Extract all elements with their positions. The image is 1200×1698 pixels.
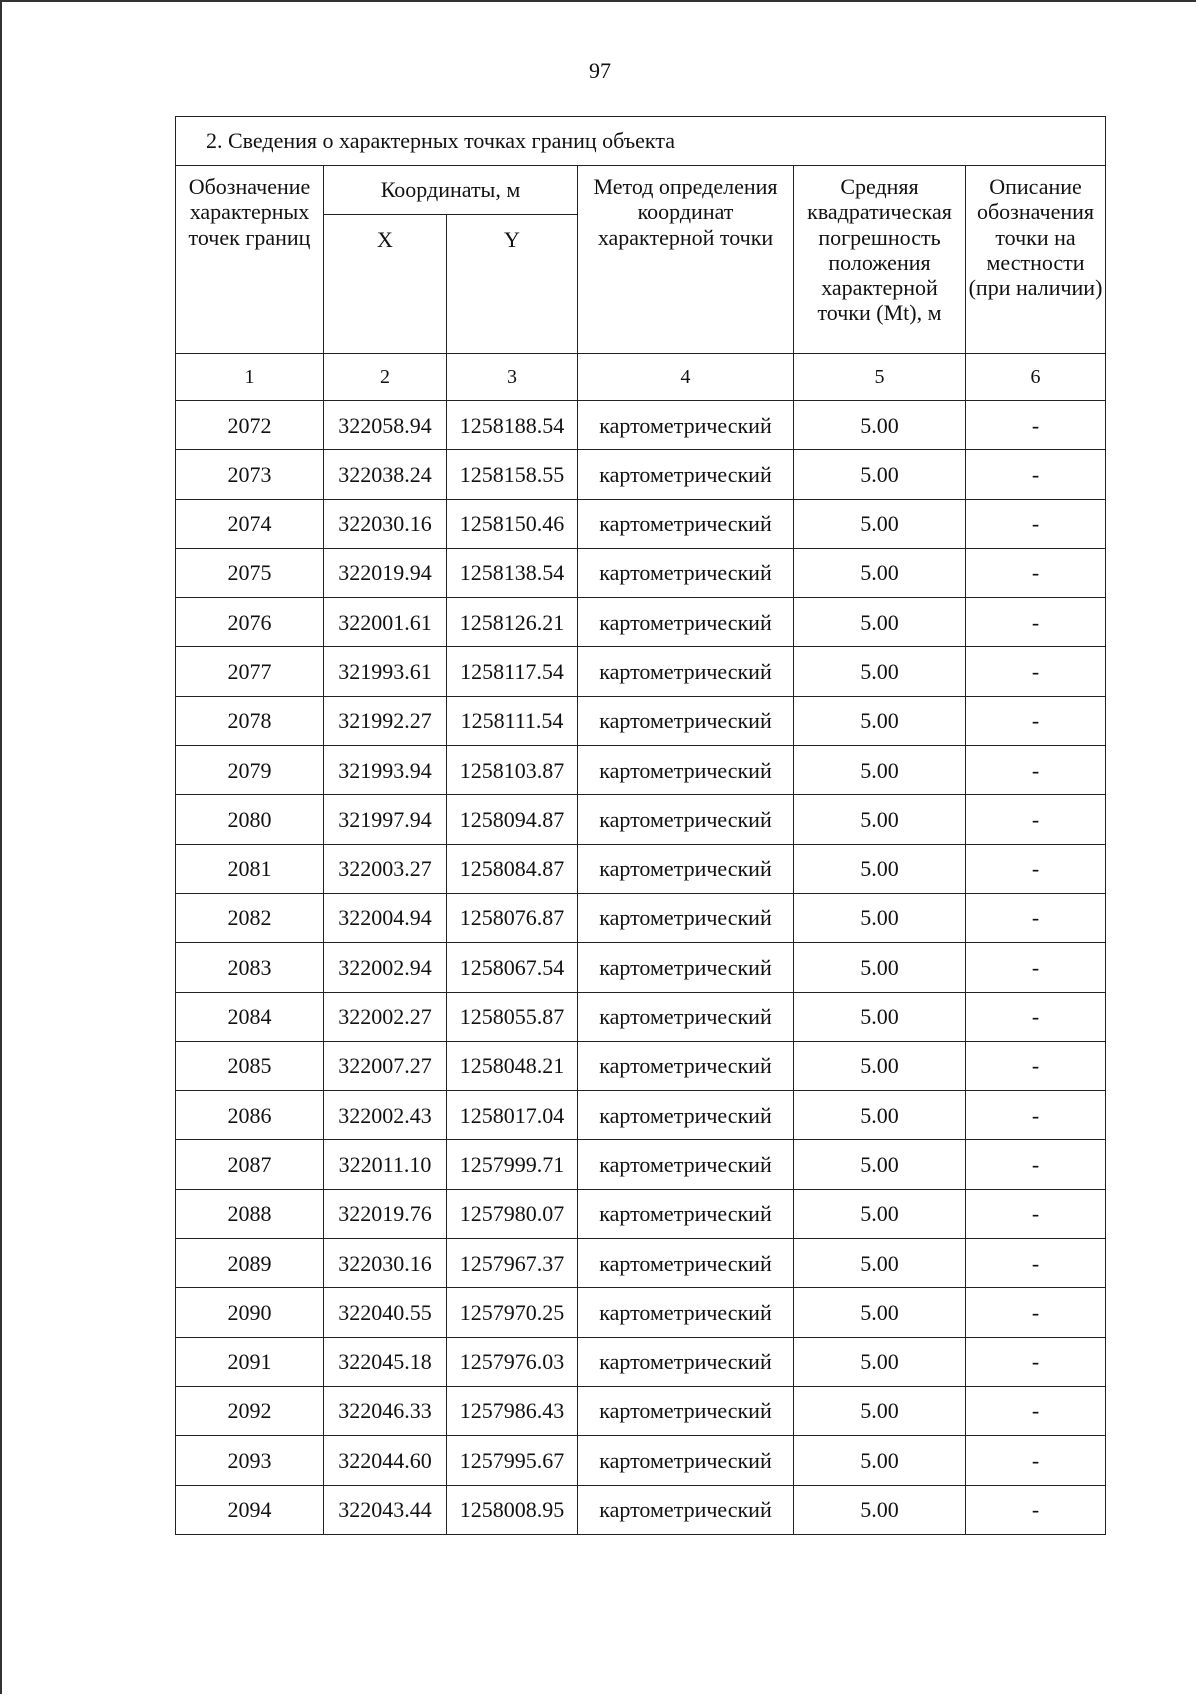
cell-point: 2081 <box>176 844 324 893</box>
cell-description: - <box>966 1436 1106 1485</box>
page-number: 97 <box>589 58 611 83</box>
table-row <box>176 893 1106 942</box>
cell-point: 2093 <box>176 1436 324 1485</box>
table-row <box>176 1041 1106 1090</box>
cell-point: 2076 <box>176 598 324 647</box>
cell-x: 321992.27 <box>324 696 447 745</box>
cell-error: 5.00 <box>794 795 966 844</box>
cell-x: 322044.60 <box>324 1436 447 1485</box>
cell-x: 322007.27 <box>324 1041 447 1090</box>
table-row <box>176 401 1106 450</box>
cell-method: картометрический <box>578 893 794 942</box>
cell-error: 5.00 <box>794 1288 966 1337</box>
cell-method: картометрический <box>578 795 794 844</box>
cell-y: 1258067.54 <box>447 943 578 992</box>
cell-error: 5.00 <box>794 1189 966 1238</box>
table-row <box>176 1189 1106 1238</box>
cell-description: - <box>966 844 1106 893</box>
cell-point: 2072 <box>176 401 324 450</box>
cell-x: 322040.55 <box>324 1288 447 1337</box>
column-number: 5 <box>794 354 966 401</box>
cell-method: картометрический <box>578 746 794 795</box>
cell-method: картометрический <box>578 992 794 1041</box>
cell-method: картометрический <box>578 1189 794 1238</box>
header-row-top <box>176 166 1106 215</box>
table-row <box>176 795 1106 844</box>
cell-point: 2085 <box>176 1041 324 1090</box>
section-title: 2. Сведения о характерных точках границ объекта <box>176 117 1106 166</box>
cell-method: картометрический <box>578 844 794 893</box>
cell-error: 5.00 <box>794 943 966 992</box>
column-number: 4 <box>578 354 794 401</box>
header-description: Описание обозначения точки на местности (при наличии) <box>966 166 1106 354</box>
cell-x: 322002.27 <box>324 992 447 1041</box>
cell-description: - <box>966 1140 1106 1189</box>
cell-x: 322058.94 <box>324 401 447 450</box>
column-number: 1 <box>176 354 324 401</box>
cell-method: картометрический <box>578 1485 794 1534</box>
header-coordinates: Координаты, м <box>324 166 578 215</box>
cell-y: 1258126.21 <box>447 598 578 647</box>
cell-method: картометрический <box>578 401 794 450</box>
cell-y: 1258138.54 <box>447 548 578 597</box>
table-row <box>176 844 1106 893</box>
table-row <box>176 598 1106 647</box>
cell-description: - <box>966 1288 1106 1337</box>
cell-error: 5.00 <box>794 844 966 893</box>
boundary-points-table <box>175 116 1106 1535</box>
cell-method: картометрический <box>578 1288 794 1337</box>
cell-description: - <box>966 1041 1106 1090</box>
cell-y: 1258048.21 <box>447 1041 578 1090</box>
cell-x: 321993.61 <box>324 647 447 696</box>
table-row <box>176 548 1106 597</box>
cell-y: 1258111.54 <box>447 696 578 745</box>
table-row <box>176 647 1106 696</box>
cell-point: 2092 <box>176 1386 324 1435</box>
table-row <box>176 943 1106 992</box>
cell-point: 2089 <box>176 1239 324 1288</box>
cell-point: 2087 <box>176 1140 324 1189</box>
cell-method: картометрический <box>578 943 794 992</box>
table-row <box>176 499 1106 548</box>
cell-description: - <box>966 1239 1106 1288</box>
cell-point: 2094 <box>176 1485 324 1534</box>
cell-x: 322019.76 <box>324 1189 447 1238</box>
cell-description: - <box>966 647 1106 696</box>
cell-x: 322003.27 <box>324 844 447 893</box>
cell-description: - <box>966 1189 1106 1238</box>
cell-method: картометрический <box>578 1041 794 1090</box>
cell-x: 322045.18 <box>324 1337 447 1386</box>
cell-x: 321993.94 <box>324 746 447 795</box>
cell-point: 2082 <box>176 893 324 942</box>
cell-method: картометрический <box>578 1386 794 1435</box>
cell-error: 5.00 <box>794 1386 966 1435</box>
cell-x: 322038.24 <box>324 450 447 499</box>
cell-point: 2080 <box>176 795 324 844</box>
cell-y: 1257976.03 <box>447 1337 578 1386</box>
cell-error: 5.00 <box>794 893 966 942</box>
cell-error: 5.00 <box>794 1091 966 1140</box>
cell-x: 322002.94 <box>324 943 447 992</box>
table-row <box>176 992 1106 1041</box>
cell-method: картометрический <box>578 1091 794 1140</box>
cell-description: - <box>966 795 1106 844</box>
cell-error: 5.00 <box>794 992 966 1041</box>
cell-description: - <box>966 1337 1106 1386</box>
cell-x: 322030.16 <box>324 1239 447 1288</box>
cell-x: 322004.94 <box>324 893 447 942</box>
header-error: Средняя квадратическая погрешность положения характерной точки (Mt), м <box>794 166 966 354</box>
cell-point: 2079 <box>176 746 324 795</box>
cell-method: картометрический <box>578 1337 794 1386</box>
cell-point: 2073 <box>176 450 324 499</box>
column-number: 3 <box>447 354 578 401</box>
column-number: 6 <box>966 354 1106 401</box>
cell-error: 5.00 <box>794 450 966 499</box>
cell-method: картометрический <box>578 696 794 745</box>
cell-y: 1257967.37 <box>447 1239 578 1288</box>
cell-y: 1258008.95 <box>447 1485 578 1534</box>
cell-error: 5.00 <box>794 1337 966 1386</box>
table-row <box>176 1386 1106 1435</box>
cell-description: - <box>966 893 1106 942</box>
cell-error: 5.00 <box>794 1436 966 1485</box>
section-title-row <box>176 117 1106 166</box>
cell-y: 1258158.55 <box>447 450 578 499</box>
cell-x: 322019.94 <box>324 548 447 597</box>
header-method: Метод определения координат характерной точки <box>578 166 794 354</box>
cell-description: - <box>966 1386 1106 1435</box>
cell-error: 5.00 <box>794 746 966 795</box>
cell-y: 1258188.54 <box>447 401 578 450</box>
cell-method: картометрический <box>578 647 794 696</box>
cell-error: 5.00 <box>794 1140 966 1189</box>
cell-y: 1257986.43 <box>447 1386 578 1435</box>
header-y: Y <box>447 215 578 354</box>
cell-point: 2074 <box>176 499 324 548</box>
cell-description: - <box>966 598 1106 647</box>
cell-x: 322043.44 <box>324 1485 447 1534</box>
cell-error: 5.00 <box>794 598 966 647</box>
cell-description: - <box>966 499 1106 548</box>
cell-point: 2090 <box>176 1288 324 1337</box>
cell-method: картометрический <box>578 1239 794 1288</box>
cell-error: 5.00 <box>794 499 966 548</box>
cell-y: 1258103.87 <box>447 746 578 795</box>
cell-y: 1257999.71 <box>447 1140 578 1189</box>
cell-point: 2078 <box>176 696 324 745</box>
cell-description: - <box>966 1091 1106 1140</box>
cell-description: - <box>966 401 1106 450</box>
cell-point: 2091 <box>176 1337 324 1386</box>
cell-description: - <box>966 746 1106 795</box>
cell-method: картометрический <box>578 499 794 548</box>
cell-description: - <box>966 696 1106 745</box>
cell-x: 322001.61 <box>324 598 447 647</box>
cell-y: 1257970.25 <box>447 1288 578 1337</box>
column-numbers-row <box>176 354 1106 401</box>
cell-point: 2086 <box>176 1091 324 1140</box>
cell-x: 321997.94 <box>324 795 447 844</box>
cell-x: 322002.43 <box>324 1091 447 1140</box>
cell-y: 1258076.87 <box>447 893 578 942</box>
cell-error: 5.00 <box>794 1239 966 1288</box>
cell-description: - <box>966 1485 1106 1534</box>
cell-x: 322046.33 <box>324 1386 447 1435</box>
table-row <box>176 1485 1106 1534</box>
cell-error: 5.00 <box>794 647 966 696</box>
cell-description: - <box>966 450 1106 499</box>
cell-y: 1258150.46 <box>447 499 578 548</box>
table-row <box>176 450 1106 499</box>
cell-y: 1258094.87 <box>447 795 578 844</box>
cell-error: 5.00 <box>794 1041 966 1090</box>
cell-error: 5.00 <box>794 696 966 745</box>
table-row <box>176 1239 1106 1288</box>
cell-y: 1258055.87 <box>447 992 578 1041</box>
cell-y: 1258017.04 <box>447 1091 578 1140</box>
table-row <box>176 696 1106 745</box>
cell-method: картометрический <box>578 548 794 597</box>
cell-x: 322030.16 <box>324 499 447 548</box>
cell-error: 5.00 <box>794 548 966 597</box>
cell-method: картометрический <box>578 1140 794 1189</box>
table-row <box>176 1288 1106 1337</box>
cell-error: 5.00 <box>794 1485 966 1534</box>
header-point: Обозначение характерных точек границ <box>176 166 324 354</box>
cell-description: - <box>966 943 1106 992</box>
cell-point: 2084 <box>176 992 324 1041</box>
cell-method: картометрический <box>578 598 794 647</box>
cell-point: 2077 <box>176 647 324 696</box>
header-x: X <box>324 215 447 354</box>
table-row <box>176 1091 1106 1140</box>
cell-point: 2088 <box>176 1189 324 1238</box>
cell-y: 1258084.87 <box>447 844 578 893</box>
table-row <box>176 1140 1106 1189</box>
cell-x: 322011.10 <box>324 1140 447 1189</box>
cell-description: - <box>966 548 1106 597</box>
cell-error: 5.00 <box>794 401 966 450</box>
cell-y: 1257995.67 <box>447 1436 578 1485</box>
cell-y: 1257980.07 <box>447 1189 578 1238</box>
table-row <box>176 1436 1106 1485</box>
column-number: 2 <box>324 354 447 401</box>
table-row <box>176 1337 1106 1386</box>
cell-method: картометрический <box>578 450 794 499</box>
table-row <box>176 746 1106 795</box>
cell-y: 1258117.54 <box>447 647 578 696</box>
cell-method: картометрический <box>578 1436 794 1485</box>
cell-point: 2075 <box>176 548 324 597</box>
cell-point: 2083 <box>176 943 324 992</box>
cell-description: - <box>966 992 1106 1041</box>
